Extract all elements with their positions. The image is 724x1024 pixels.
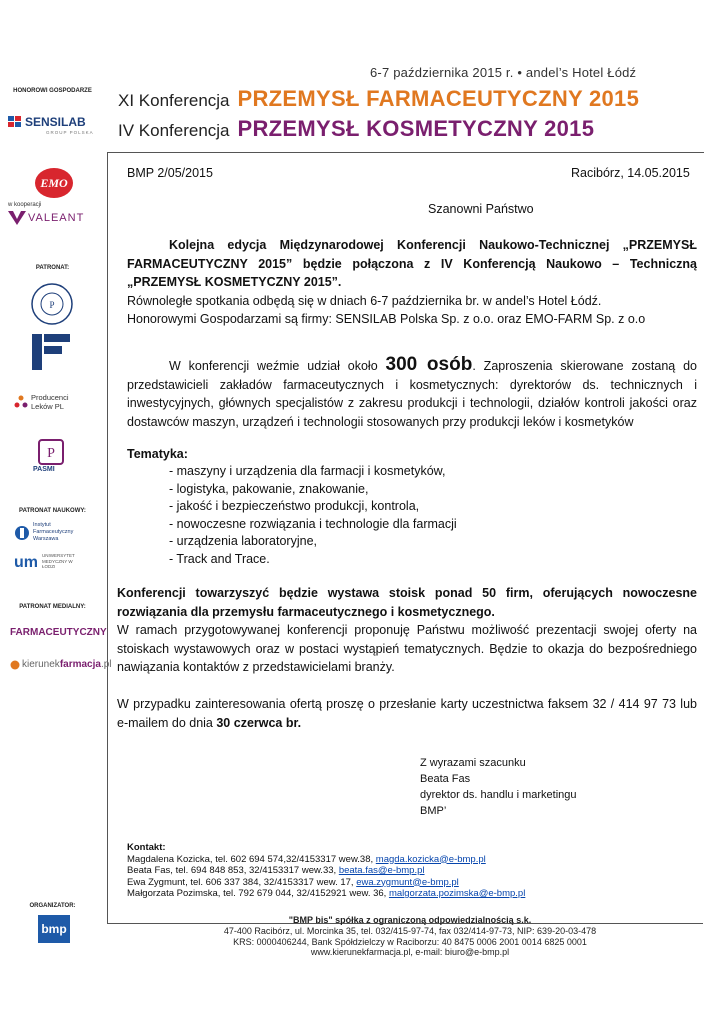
chamber-seal-icon xyxy=(30,282,74,326)
contact-row xyxy=(127,877,525,889)
header-line2-title: PRZEMYSŁ KOSMETYCZNY 2015 xyxy=(237,116,595,141)
contact-row xyxy=(127,854,525,866)
producenci-icon xyxy=(14,395,28,409)
contact-email-link[interactable]: ewa.zygmunt@e-bmp.pl xyxy=(356,876,459,888)
valeant-icon xyxy=(8,211,26,225)
letter-place-date: Racibórz, 14.05.2015 xyxy=(571,166,690,180)
um-logo xyxy=(14,553,82,570)
pharma-institute-icon xyxy=(30,332,72,372)
ifw-icon xyxy=(14,525,30,541)
media2-part-a: kierunek xyxy=(22,659,60,670)
footer-company-name: "BMP bis" spółka z ograniczoną odpowiedzialnością s.k. xyxy=(288,915,532,925)
contact-email-link[interactable]: malgorzata.pozimska@e-bmp.pl xyxy=(388,888,526,899)
sidebar-media-label: PATRONAT MEDIALNY: xyxy=(19,604,86,610)
deadline-date: 30 czerwca br. xyxy=(216,715,302,730)
svg-text:um: um xyxy=(14,554,38,570)
sensilab-sub: GROUP POLSKA xyxy=(46,130,94,135)
producenci-text: Producenci Leków PL xyxy=(31,393,69,411)
media2-part-b: farmacja xyxy=(59,659,101,670)
cooperation-text: w kooperacji xyxy=(8,202,42,208)
footer-web: www.kierunekfarmacja.pl, e-mail: biuro@e-bmp.pl xyxy=(310,947,510,958)
sidebar-hosts-label: HONOROWI GOSPODARZE xyxy=(13,88,92,94)
topic-item: - jakość i bezpieczeństwo produkcji, kontrola, xyxy=(169,499,420,513)
signature-title: dyrektor ds. handlu i marketingu xyxy=(420,789,577,801)
ifw-text: Instytut Farmaceutyczny Warszawa xyxy=(33,522,74,542)
paragraph-1 xyxy=(127,236,697,329)
contact-email-link[interactable]: magda.kozicka@e-bmp.pl xyxy=(375,853,486,865)
signature-block xyxy=(420,755,577,819)
contact-text: Małgorzata Pozimska, tel. 792 679 044, 32/4152921 wew. 36, xyxy=(127,888,389,899)
bmp-logo xyxy=(38,915,70,943)
paragraph-1-line3: Honorowymi Gospodarzami są firmy: SENSILAB Polska Sp. z o.o. oraz EMO-FARM Sp. z o.o xyxy=(127,312,646,326)
kierunek-icon xyxy=(10,660,20,670)
media1-logo: FARMACEUTYCZNY xyxy=(10,627,107,638)
signature-name: Beata Fas xyxy=(420,773,471,785)
paragraph-3 xyxy=(117,584,697,677)
topic-item: - urządzenia laboratoryjne, xyxy=(169,534,317,548)
sensilab-text: SENSILAB xyxy=(25,115,86,129)
paragraph-2 xyxy=(127,356,697,431)
company-footer xyxy=(140,915,680,958)
paragraph-4 xyxy=(117,695,697,732)
paragraph-4-start: W przypadku zainteresowania ofertą proszę o przesłanie karty uczestnictwa faksem 32 / 414 97 73 lub e-mailem do dnia xyxy=(117,697,697,730)
contact-row xyxy=(127,865,525,877)
um-icon xyxy=(14,553,40,569)
svg-text:P: P xyxy=(49,300,55,310)
emo-logo xyxy=(35,168,73,198)
sidebar-science-label: PATRONAT NAUKOWY: xyxy=(19,508,86,514)
contact-text: Beata Fas, tel. 694 848 853, 32/4153317 wew.33, xyxy=(127,865,339,876)
bmp-text: bmp xyxy=(41,922,67,936)
topic-item: - maszyny i urządzenia dla farmacji i kosmetyków, xyxy=(169,464,446,478)
header-line-pharma xyxy=(118,86,639,112)
contacts-heading: Kontakt: xyxy=(127,842,166,853)
valeant-text: VALEANT xyxy=(28,212,85,224)
contacts-block xyxy=(127,842,525,900)
header-line2-prefix: IV Konferencja xyxy=(118,121,230,140)
media2-logo xyxy=(10,659,112,670)
topic-item: - Track and Trace. xyxy=(169,551,270,566)
topic-item: - nowoczesne rozwiązania i technologie dla farmacji xyxy=(169,516,457,531)
paragraph-1-bold: Kolejna edycja Międzynarodowej Konferencji Naukowo-Technicznej „PRZEMYSŁ FARMACEUTYCZNY 2015” będzie połączona z IV Konferencją Naukowo – Techniczną „PRZEMYSŁ KOSMETYCZNY 2015”. xyxy=(127,238,697,289)
sidebar-organizer-label: ORGANIZATOR: xyxy=(29,903,76,909)
pasmi-text: PASMI xyxy=(33,466,55,473)
signature-closing: Z wyrazami szacunku xyxy=(420,757,526,769)
um-text: UNIWERSYTET MEDYCZNY W ŁODZI xyxy=(42,553,75,569)
topics-list xyxy=(169,463,457,568)
topic-item: - logistyka, pakowanie, znakowanie, xyxy=(169,481,369,496)
pasmi-icon xyxy=(36,438,66,466)
svg-text:P: P xyxy=(47,446,55,461)
contact-row xyxy=(127,888,525,900)
footer-address: 47-400 Racibórz, ul. Morcinka 35, tel. 032/415-97-74, fax 032/414-97-73, NIP: 639-20-03-478 xyxy=(223,925,597,936)
paragraph-1-line2: Równoległe spotkania odbędą się w dniach 6-7 października br. w andel’s Hotel Łódź. xyxy=(127,293,602,308)
ifw-logo xyxy=(14,522,91,543)
paragraph-2-start: W konferencji weźmie udział około xyxy=(169,359,386,373)
contact-text: Ewa Zygmunt, tel. 606 337 384, 32/4153317 wew. 17, xyxy=(127,876,357,888)
signature-company: BMP’ xyxy=(420,805,447,817)
paragraph-3-bold: Konferencji towarzyszyć będzie wystawa stoisk ponad 50 firm, oferujących nowoczesne rozwiązania dla przemysłu farmaceutycznego i kosmetycznego. xyxy=(117,586,697,619)
footer-registry: KRS: 0000406244, Bank Spółdzielczy w Raciborzu: 40 8475 0006 2001 0014 6825 0001 xyxy=(233,936,587,947)
sidebar-patronage-label: PATRONAT: xyxy=(35,265,70,271)
sensilab-logo xyxy=(8,115,98,129)
header-date-venue: 6-7 października 2015 r. • andel’s Hotel Łódź xyxy=(370,65,637,80)
paragraph-3-rest: W ramach przygotowywanej konferencji proponuję Państwu możliwość prezentacji swojej oferty na stoiskach wystawowych oraz w postaci wystąpień tematycznych. Będzie to okazja do bezpośredniego nawiązania kontaktów z przedstawicielami branży. xyxy=(117,623,697,674)
sensilab-icon xyxy=(8,116,22,128)
letter-salutation: Szanowni Państwo xyxy=(428,202,534,216)
contact-email-link[interactable]: beata.fas@e-bmp.pl xyxy=(338,865,425,876)
header-line-cosmetic xyxy=(118,116,594,142)
emo-text: EMO xyxy=(40,175,68,190)
topics-heading: Tematyka: xyxy=(127,447,188,461)
contact-text: Magdalena Kozicka, tel. 602 694 574,32/4153317 wew.38, xyxy=(127,853,376,865)
header-line1-title: PRZEMYSŁ FARMACEUTYCZNY 2015 xyxy=(237,86,640,111)
participant-count: 300 osób xyxy=(385,354,473,375)
letter-ref: BMP 2/05/2015 xyxy=(127,166,213,180)
header-line1-prefix: XI Konferencja xyxy=(118,91,230,110)
media2-part-c: .pl xyxy=(100,659,112,670)
paragraph-2-rest: . Zaproszenia skierowane zostaną do przedstawicieli zakładów farmaceutycznych i kosmetycznych: dyrektorów ds. technicznych i inwestycyjnych, głównych specjalistów z zakresu produkcji i technologii, działów kontroli jakości oraz dostawców maszyn, urządzeń i technologii stosowanych przy produkcji leków i kosmetyków xyxy=(127,359,698,429)
producenci-logo xyxy=(14,393,83,411)
valeant-logo xyxy=(8,211,84,225)
